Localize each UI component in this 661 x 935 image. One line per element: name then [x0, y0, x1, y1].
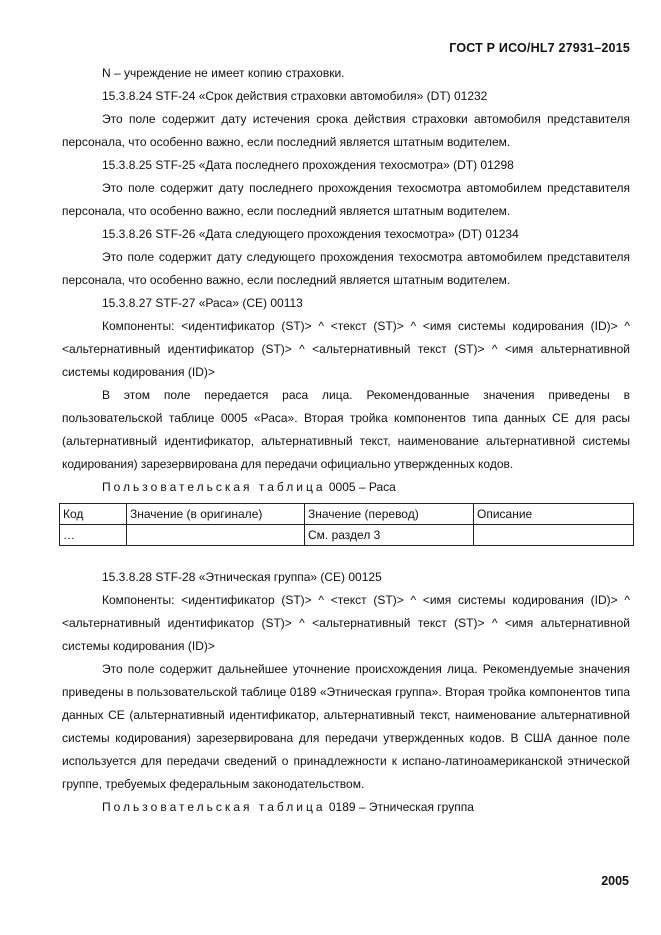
table-caption-label: Пользовательская таблица — [102, 800, 326, 814]
column-header: Значение (перевод) — [305, 504, 474, 525]
spacer — [62, 546, 630, 566]
table-caption-title: 0005 – Раса — [325, 480, 396, 494]
section-heading: 15.3.8.24 STF-24 «Срок действия страховки автомобиля» (DT) 01232 — [102, 89, 488, 103]
page-number: 2005 — [601, 874, 629, 888]
paragraph: Это поле содержит дальнейшее уточнение происхождения лица. Рекомендуемые значения приведены в пользовательской таблице 0189 «Этническая группа». Вторая тройка компонентов типа данных CE (альтернативный идентификатор, альтернативный текст, наименование альтернативной системы кодирования) зарезервирована для передачи утвержденных кодов. В США данное поле используется для передачи сведений о принадлежности к испано-латиноамериканской этнической группе, требуемых федеральным законодательством. — [62, 662, 630, 791]
section-heading: 15.3.8.27 STF-27 «Раса» (CE) 00113 — [102, 296, 303, 310]
table-cell: … — [60, 525, 127, 546]
table-cell: См. раздел 3 — [305, 525, 474, 546]
paragraph: Это поле содержит дату следующего прохождения техосмотра автомобилем представителя персонала, что особенно важно, если последний является штатным водителем. — [62, 250, 630, 287]
section-heading: 15.3.8.28 STF-28 «Этническая группа» (CE) 00125 — [102, 570, 382, 584]
table-cell — [127, 525, 305, 546]
document-header: ГОСТ Р ИСО/HL7 27931–2015 — [449, 41, 630, 55]
paragraph: Это поле содержит дату истечения срока действия страховки автомобиля представителя персонала, что особенно важно, если последний является штатным водителем. — [62, 112, 630, 149]
table-row — [60, 525, 634, 546]
paragraph: Компоненты: <идентификатор (ST)> ^ <текст (ST)> ^ <имя системы кодирования (ID)> ^ <альтернативный идентификатор (ST)> ^ <альтернативный текст (ST)> ^ <имя альтернативной системы кодирования (ID)> — [62, 593, 630, 653]
race-table — [59, 503, 634, 546]
document-body — [62, 62, 630, 819]
paragraph: N – учреждение не имеет копию страховки. — [102, 66, 345, 80]
table-caption-label: Пользовательская таблица — [102, 480, 326, 494]
section-heading: 15.3.8.26 STF-26 «Дата следующего прохождения техосмотра» (DT) 01234 — [102, 227, 519, 241]
table-caption — [62, 796, 630, 819]
table-header-row — [60, 504, 634, 525]
table-caption-title: 0189 – Этническая группа — [325, 800, 474, 814]
column-header: Значение (в оригинале) — [127, 504, 305, 525]
column-header: Код — [60, 504, 127, 525]
section-heading: 15.3.8.25 STF-25 «Дата последнего прохождения техосмотра» (DT) 01298 — [102, 158, 514, 172]
paragraph: В этом поле передается раса лица. Рекомендованные значения приведены в пользовательской таблице 0005 «Раса». Вторая тройка компонентов типа данных CE для расы (альтернативный идентификатор, альтернативный текст, наименование альтернативной системы кодирования) зарезервирована для передачи официально утвержденных кодов. — [62, 388, 630, 471]
column-header: Описание — [474, 504, 634, 525]
paragraph: Компоненты: <идентификатор (ST)> ^ <текст (ST)> ^ <имя системы кодирования (ID)> ^ <альтернативный идентификатор (ST)> ^ <альтернативный текст (ST)> ^ <имя альтернативной системы кодирования (ID)> — [62, 319, 630, 379]
paragraph: Это поле содержит дату последнего прохождения техосмотра автомобилем представителя персонала, что особенно важно, если последний является штатным водителем. — [62, 181, 630, 218]
table-cell — [474, 525, 634, 546]
table-caption — [62, 476, 630, 499]
